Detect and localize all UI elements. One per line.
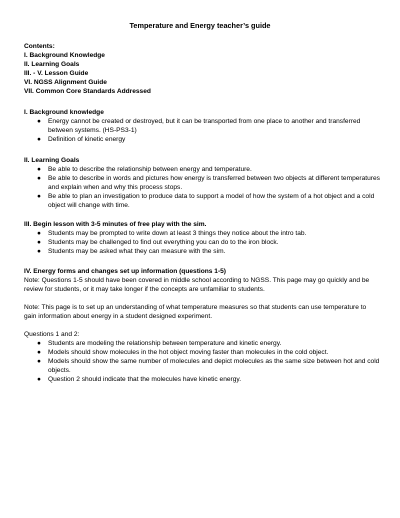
- document-title: Temperature and Energy teacher’s guide: [129, 21, 271, 30]
- list-item: ● Question 2 should indicate that the molecules have kinetic energy.: [37, 376, 242, 383]
- bullet-icon: ●: [37, 248, 41, 255]
- contents-item: III. - V. Lesson Guide: [24, 70, 89, 77]
- bullet-icon: ●: [37, 230, 41, 237]
- contents-heading: Contents:: [24, 43, 55, 50]
- bullet-icon: ●: [37, 166, 41, 173]
- contents-item: VII. Common Core Standards Addressed: [24, 88, 151, 95]
- bullet-icon: ●: [37, 193, 41, 200]
- list-item: ● Students may be prompted to write down at least 3 things they notice about the intro tab.: [37, 230, 307, 237]
- list-item: ● Be able to describe the relationship between energy and temperature.: [37, 166, 252, 173]
- list-item: ● Be able to plan an investigation to produce data to support a model of how the system of a hot object and a cold object will change with time.: [37, 193, 375, 209]
- questions-label: Questions 1 and 2:: [24, 331, 80, 338]
- energy-heading: IV. Energy forms and changes set up information (questions 1-5): [24, 268, 227, 275]
- background-heading: I. Background knowledge: [24, 109, 104, 116]
- bullet-icon: ●: [37, 358, 41, 365]
- bullet-icon: ●: [37, 349, 41, 356]
- lesson-heading: III. Begin lesson with 3-5 minutes of free play with the sim.: [24, 221, 207, 228]
- bullet-icon: ●: [37, 239, 41, 246]
- bullet-icon: ●: [37, 340, 41, 347]
- list-item: ● Students may be asked what they can measure with the sim.: [37, 248, 226, 255]
- list-item: ● Students may be challenged to find out everything you can do to the iron block.: [37, 239, 279, 246]
- bullet-icon: ●: [37, 136, 41, 143]
- bullet-icon: ●: [37, 376, 41, 383]
- contents-item: II. Learning Goals: [24, 61, 80, 68]
- energy-note: Note: This page is to set up an understanding of what temperature measures so that students can use temperature to gain information about energy in a student designed experiment.: [24, 304, 367, 320]
- contents-item: I. Background Knowledge: [24, 52, 105, 59]
- contents-item: VI. NGSS Alignment Guide: [24, 79, 107, 86]
- energy-note: Note: Questions 1-5 should have been covered in middle school according to NGSS. This page may go quickly and be review for students, or it may take longer if the concepts are unfamiliar to students.: [24, 277, 370, 293]
- bullet-icon: ●: [37, 118, 41, 125]
- list-item: ● Be able to describe in words and pictures how energy is transferred between two objects at different temperatures and explain when and why this process stops.: [37, 175, 380, 191]
- bullet-icon: ●: [37, 175, 41, 182]
- list-item: ● Energy cannot be created or destroyed, but it can be transported from one place to another and transferred between systems. (HS-PS3-1): [37, 118, 361, 134]
- list-item: ● Definition of kinetic energy: [37, 136, 126, 143]
- list-item: ● Models should show the same number of molecules and depict molecules as the same size between hot and cold objects.: [37, 358, 380, 374]
- goals-heading: II. Learning Goals: [24, 157, 80, 164]
- list-item: ● Students are modeling the relationship between temperature and kinetic energy.: [37, 340, 282, 347]
- list-item: ● Models should show molecules in the hot object moving faster than molecules in the cold object.: [37, 349, 329, 356]
